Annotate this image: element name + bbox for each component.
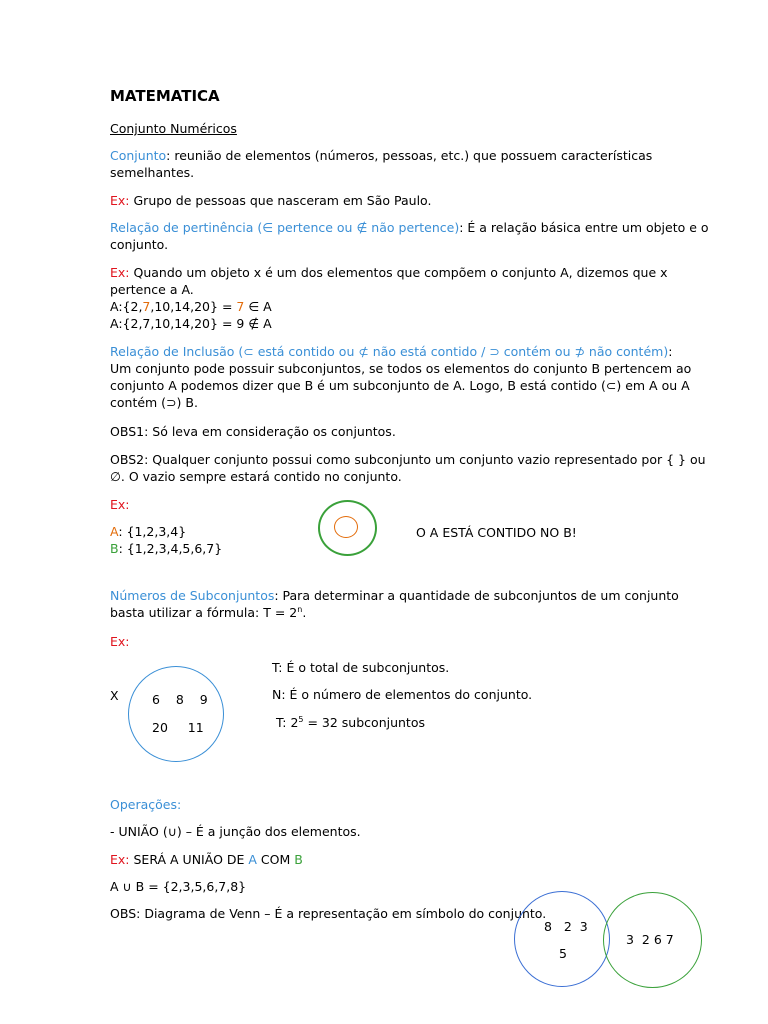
ex-label: Ex:: [110, 852, 130, 867]
set-x-label: X: [110, 688, 119, 703]
operacoes-title: Operações:: [110, 797, 182, 812]
conjunto-term: Conjunto: [110, 148, 167, 163]
obs2-line2: ∅. O vazio sempre estará contido no conjunto.: [110, 469, 402, 484]
ex-text: Grupo de pessoas que nasceram em São Paulo.: [129, 193, 432, 208]
pertinencia-line2: conjunto.: [110, 237, 169, 252]
conjunto-def-line1: [110, 147, 652, 164]
example-2-line2: pertence a A.: [110, 282, 194, 297]
set-x-circle: [128, 666, 224, 762]
venn-left-row2: 5: [559, 946, 567, 961]
ex-text: SERÁ A UNIÃO DE: [129, 852, 249, 867]
ex-label: Ex:: [110, 265, 130, 280]
highlighted-element: 7: [142, 299, 151, 314]
conjunto-def-line2: semelhantes.: [110, 165, 195, 180]
venn-obs: OBS: Diagrama de Venn – É a representação em símbolo do conjunto.: [110, 906, 547, 921]
subconjuntos-line2: [110, 604, 306, 621]
pertinencia-term: Relação de pertinência (∈ pertence ou ∉ não pertence): [110, 220, 460, 235]
subset-calculation: [276, 714, 425, 731]
ex-text: Quando um objeto x é um dos elementos que compõem o conjunto A, dizemos que x: [129, 265, 668, 280]
set-text: A:{2,: [110, 299, 143, 314]
union-result: A ∪ B = {2,3,5,6,7,8}: [110, 879, 247, 894]
inclusao-colon: :: [668, 344, 673, 359]
example-1: [110, 192, 431, 209]
highlighted-element: 7: [236, 299, 245, 314]
venn-right-row1: 3 2 6 7: [626, 932, 674, 947]
example-3-label: Ex:: [110, 497, 130, 512]
formula-exponent: n: [297, 604, 303, 614]
example-2-line1: [110, 264, 668, 281]
ex-label: Ex:: [110, 193, 130, 208]
calc-exponent: 5: [298, 714, 304, 724]
uniao-definition: - UNIÃO (∪) – É a junção dos elementos.: [110, 824, 361, 839]
conjunto-def-text: : reunião de elementos (números, pessoas, etc.) que possuem características: [166, 148, 653, 163]
inclusao-line1: [110, 343, 672, 360]
set-text: ,10,14,20} =: [150, 299, 237, 314]
pertinencia-text: : É a relação básica entre um objeto e o: [459, 220, 709, 235]
venn-left-circle: [514, 891, 610, 987]
example-5: [110, 851, 303, 868]
set-a-label: A: [110, 524, 119, 539]
subconjuntos-line1: [110, 587, 679, 604]
set-b-line: [110, 540, 222, 557]
subconjuntos-term: Números de Subconjuntos: [110, 588, 275, 603]
formula-end: .: [302, 605, 307, 620]
example-2-line3: [110, 298, 272, 315]
formula-text: basta utilizar a fórmula: T = 2: [110, 605, 298, 620]
set-a-line: [110, 523, 186, 540]
set-x-row2: 20 11: [152, 720, 204, 735]
inclusao-line2: Um conjunto pode possuir subconjuntos, se todos os elementos do conjunto B pertencem ao: [110, 361, 692, 376]
t-definition: T: É o total de subconjuntos.: [272, 660, 450, 675]
inclusao-line4: contém (⊃) B.: [110, 395, 198, 410]
venn-left-row1: 8 2 3: [544, 919, 588, 934]
page-subtitle: Conjunto Numéricos: [110, 121, 237, 136]
calc-base: T: 2: [276, 715, 299, 730]
page-title: MATEMATICA: [110, 87, 220, 105]
n-definition: N: É o número de elementos do conjunto.: [272, 687, 533, 702]
set-text: ∈ A: [244, 299, 272, 314]
obs2-line1: OBS2: Qualquer conjunto possui como subconjunto um conjunto vazio representado por { } ou: [110, 452, 706, 467]
pertinencia-line1: [110, 219, 709, 236]
set-b-values: : {1,2,3,4,5,6,7}: [118, 541, 223, 556]
set-b-name: B: [294, 852, 303, 867]
inclusao-line3: conjunto A podemos dizer que B é um subconjunto de A. Logo, B está contido (⊂) em A ou A: [110, 378, 690, 393]
set-a-values: : {1,2,3,4}: [118, 524, 187, 539]
example-4-label: Ex:: [110, 634, 130, 649]
set-a-name: A: [248, 852, 257, 867]
set-x-row1: 6 8 9: [152, 692, 208, 707]
calc-result: = 32 subconjuntos: [303, 715, 425, 730]
obs1: OBS1: Só leva em consideração os conjuntos.: [110, 424, 396, 439]
ex-text: COM: [256, 852, 295, 867]
subconjuntos-text: : Para determinar a quantidade de subconjuntos de um conjunto: [274, 588, 679, 603]
set-a-circle: [334, 516, 358, 538]
inclusion-statement: O A ESTÁ CONTIDO NO B!: [416, 525, 577, 540]
inclusao-term: Relação de Inclusão (⊂ está contido ou ⊄ não está contido / ⊃ contém ou ⊅ não contém): [110, 344, 669, 359]
example-2-line4: A:{2,7,10,14,20} = 9 ∉ A: [110, 316, 272, 331]
set-b-label: B: [110, 541, 119, 556]
